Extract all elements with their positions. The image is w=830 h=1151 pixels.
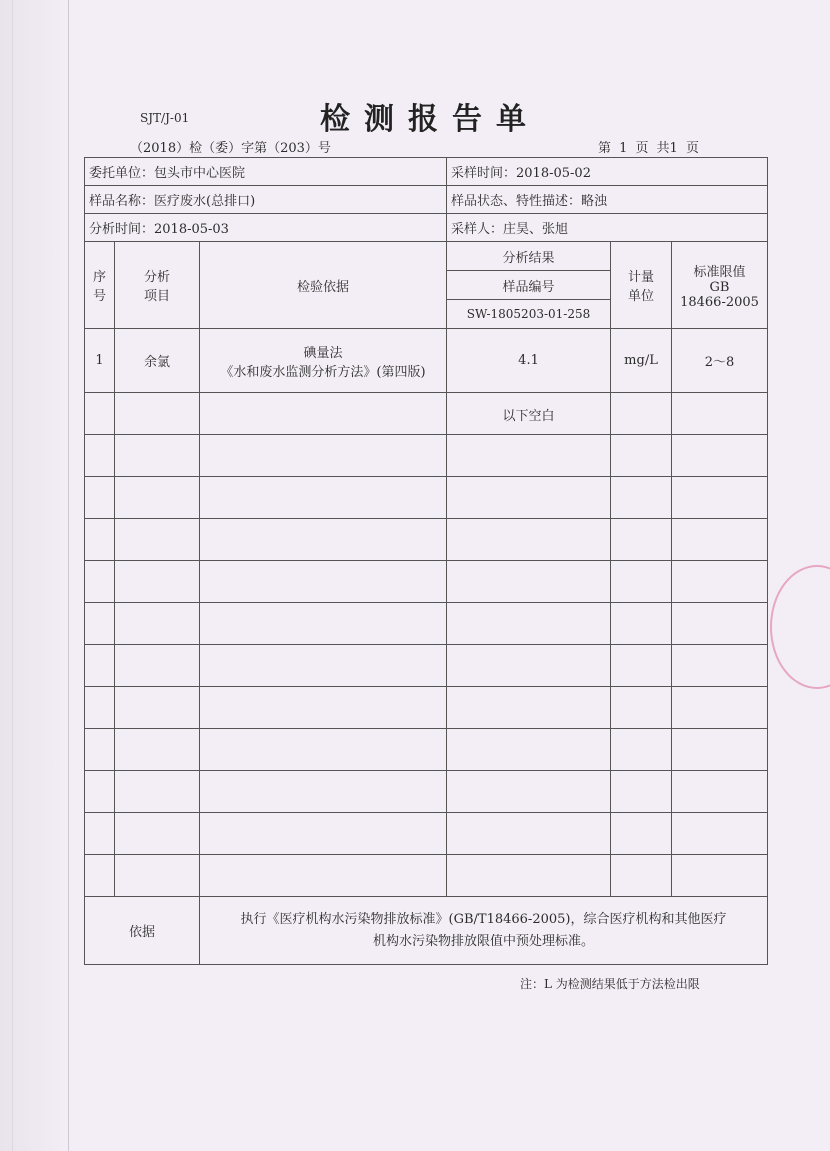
table-row xyxy=(85,329,768,393)
client-cell: 委托单位：包头市中心医院 xyxy=(85,158,447,186)
page-total: 共1 页 xyxy=(656,141,699,156)
empty-row xyxy=(85,687,768,729)
blank-text: 以下空白 xyxy=(447,393,611,435)
footnote: 注：L 为检测结果低于方法检出限 xyxy=(520,977,700,991)
binding-line xyxy=(68,0,69,1151)
info-row-3 xyxy=(85,214,768,242)
sample-state-cell: 样品状态、特性描述：略浊 xyxy=(447,186,768,214)
form-code: SJT/J-01 xyxy=(140,111,190,125)
basis-header: 检验依据 xyxy=(200,242,447,329)
empty-row xyxy=(85,561,768,603)
info-row-1 xyxy=(85,158,768,186)
empty-row xyxy=(85,435,768,477)
seq-header: 序 号 xyxy=(85,242,115,329)
info-row-2 xyxy=(85,186,768,214)
row-item: 余氯 xyxy=(115,329,200,393)
sample-id-value: SW-1805203-01-258 xyxy=(447,300,611,329)
basis-row xyxy=(85,897,768,965)
row-unit: mg/L xyxy=(611,329,672,393)
row-value: 4.1 xyxy=(447,329,611,393)
limit-header: 标准限值 GB 18466-2005 xyxy=(672,242,768,329)
column-header-row-1 xyxy=(85,242,768,271)
row-seq: 1 xyxy=(85,329,115,393)
report-number: （2018）检（委）字第（203）号 xyxy=(130,141,331,156)
result-header: 分析结果 xyxy=(447,242,611,271)
row-method: 碘量法 《水和废水监测分析方法》(第四版) xyxy=(200,329,447,393)
sample-name-cell: 样品名称：医疗废水(总排口) xyxy=(85,186,447,214)
sample-time-cell: 采样时间：2018-05-02 xyxy=(447,158,768,186)
row-limit: 2～8 xyxy=(672,329,768,393)
blank-row xyxy=(85,393,768,435)
analysis-time-cell: 分析时间：2018-05-03 xyxy=(85,214,447,242)
empty-row xyxy=(85,603,768,645)
sample-id-label: 样品编号 xyxy=(447,271,611,300)
basis-text: 执行《医疗机构水污染物排放标准》(GB/T18466-2005)，综合医疗机构和其他医疗 机构水污染物排放限值中预处理标准。 xyxy=(200,897,768,965)
paper-edge-line xyxy=(12,0,13,1151)
empty-row xyxy=(85,477,768,519)
page-margin xyxy=(0,0,70,1151)
unit-header: 计量 单位 xyxy=(611,242,672,329)
seal-stamp xyxy=(770,565,830,689)
empty-row xyxy=(85,855,768,897)
report-title: 检测报告单 xyxy=(320,102,540,137)
empty-row xyxy=(85,519,768,561)
empty-row xyxy=(85,645,768,687)
item-header: 分析 项目 xyxy=(115,242,200,329)
basis-label: 依据 xyxy=(85,897,200,965)
empty-row xyxy=(85,729,768,771)
report-table xyxy=(84,157,768,965)
page-indicator xyxy=(598,137,699,156)
sampler-cell: 采样人：庄昊、张旭 xyxy=(447,214,768,242)
empty-row xyxy=(85,771,768,813)
page-current: 第 1 页 xyxy=(598,141,649,156)
empty-row xyxy=(85,813,768,855)
